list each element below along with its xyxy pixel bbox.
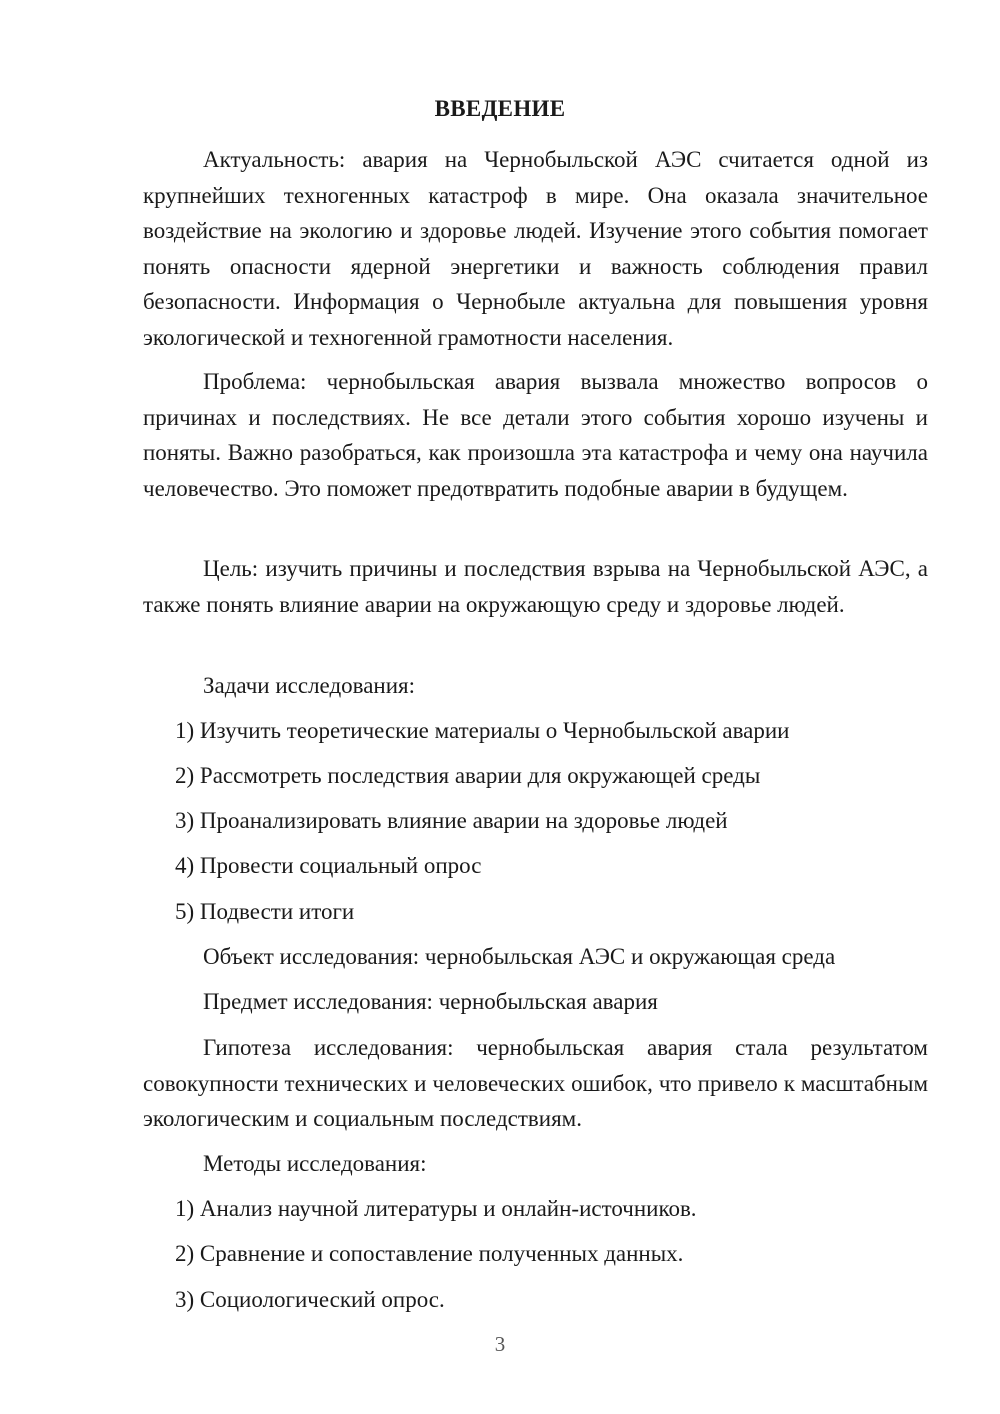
task-item: 4) Провести социальный опрос <box>175 853 482 878</box>
task-item: 3) Проанализировать влияние аварии на здоровье людей <box>175 808 728 833</box>
research-object: Объект исследования: чернобыльская АЭС и окружающая среда <box>203 944 836 969</box>
task-item: 1) Изучить теоретические материалы о Чернобыльской аварии <box>175 718 790 743</box>
method-item: 3) Социологический опрос. <box>175 1287 445 1312</box>
goal-paragraph: Цель: изучить причины и последствия взрыва на Чернобыльской АЭС, а также понять влияние аварии на окружающую среду и здоровье людей. <box>143 556 928 617</box>
methods-heading: Методы исследования: <box>203 1151 427 1176</box>
tasks-heading: Задачи исследования: <box>203 673 416 698</box>
hypothesis-paragraph: Гипотеза исследования: чернобыльская авария стала результатом совокупности технических и человеческих ошибок, что привело к масштабным экологическим и социальным последствиям. <box>143 1035 928 1131</box>
method-item: 2) Сравнение и сопоставление полученных данных. <box>175 1241 684 1266</box>
page-number: 3 <box>494 1332 506 1356</box>
method-item: 1) Анализ научной литературы и онлайн-источников. <box>175 1196 697 1221</box>
page-title: ВВЕДЕНИЕ <box>434 96 566 121</box>
task-item: 5) Подвести итоги <box>175 899 355 924</box>
research-subject: Предмет исследования: чернобыльская авария <box>203 989 658 1014</box>
problem-paragraph: Проблема: чернобыльская авария вызвала множество вопросов о причинах и последствиях. Не все детали этого события хорошо изучены и поняты. Важно разобраться, как произошла эта катастрофа и чему она научила человечество. Это поможет предотвратить подобные аварии в будущем. <box>143 369 928 501</box>
task-item: 2) Рассмотреть последствия аварии для окружающей среды <box>175 763 761 788</box>
relevance-paragraph: Актуальность: авария на Чернобыльской АЭС считается одной из крупнейших техногенных катастроф в мире. Она оказала значительное воздействие на экологию и здоровье людей. Изучение этого события помогает понять опасности ядерной энергетики и важность соблюдения правил безопасности. Информация о Чернобыле актуальна для повышения уровня экологической и техногенной грамотности населения. <box>143 147 928 350</box>
